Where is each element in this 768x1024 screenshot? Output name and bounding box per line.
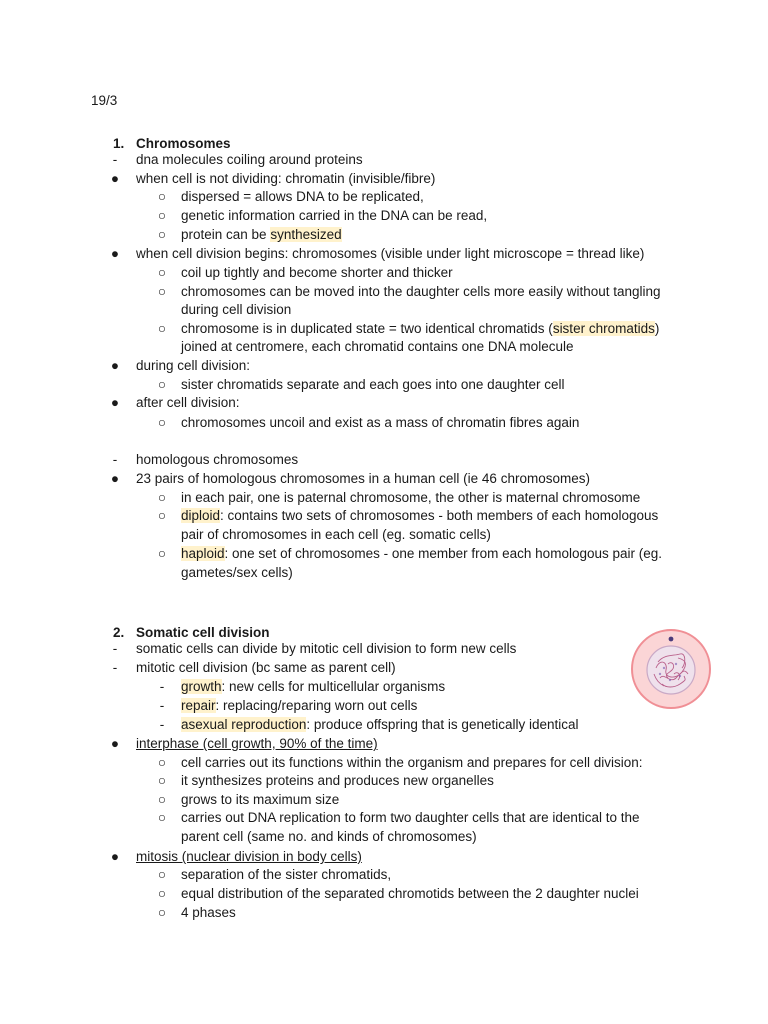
bullet-marker: ● xyxy=(110,736,120,751)
bullet-marker: ● xyxy=(110,849,120,864)
note-line: chromosomes can be moved into the daughter cells more easily without tangling xyxy=(181,284,661,299)
note-line: protein can be synthesized xyxy=(181,227,342,242)
note-line: cell carries out its functions within the organism and prepares for cell division: xyxy=(181,755,643,770)
dash-marker: - xyxy=(112,452,118,467)
circle-marker: ○ xyxy=(157,415,167,430)
note-line: diploid: contains two sets of chromosomes - both members of each homologous xyxy=(181,508,659,523)
note-line: coil up tightly and become shorter and thicker xyxy=(181,265,453,280)
note-line: separation of the sister chromatids, xyxy=(181,867,392,882)
highlighted-term: repair xyxy=(181,698,216,713)
note-line: after cell division: xyxy=(136,395,240,410)
note-line-continuation: pair of chromosomes in each cell (eg. somatic cells) xyxy=(181,527,491,542)
section-2-title: Somatic cell division xyxy=(136,625,270,640)
note-line: when cell is not dividing: chromatin (invisible/fibre) xyxy=(136,171,436,186)
note-line: somatic cells can divide by mitotic cell division to form new cells xyxy=(136,641,517,656)
note-line: chromosomes uncoil and exist as a mass of chromatin fibres again xyxy=(181,415,580,430)
circle-marker: ○ xyxy=(157,189,167,204)
circle-marker: ○ xyxy=(157,905,167,920)
note-line: when cell division begins: chromosomes (visible under light microscope = thread like) xyxy=(136,246,645,261)
note-line: chromosome is in duplicated state = two identical chromatids (sister chromatids) xyxy=(181,321,660,336)
note-line: 23 pairs of homologous chromosomes in a human cell (ie 46 chromosomes) xyxy=(136,471,590,486)
highlighted-term: haploid xyxy=(181,546,225,561)
cell-illustration xyxy=(630,628,712,710)
circle-marker: ○ xyxy=(157,792,167,807)
circle-marker: ○ xyxy=(157,755,167,770)
circle-marker: ○ xyxy=(157,321,167,336)
circle-marker: ○ xyxy=(157,208,167,223)
centrosome xyxy=(669,637,674,642)
note-line: mitotic cell division (bc same as parent cell) xyxy=(136,660,396,675)
note-line: growth: new cells for multicellular organisms xyxy=(181,679,446,694)
circle-marker: ○ xyxy=(157,227,167,242)
circle-marker: ○ xyxy=(157,508,167,523)
date-label: 19/3 xyxy=(91,93,118,108)
circle-marker: ○ xyxy=(157,810,167,825)
note-line: haploid: one set of chromosomes - one member from each homologous pair (eg. xyxy=(181,546,663,561)
dash-marker: - xyxy=(159,698,165,713)
circle-marker: ○ xyxy=(157,867,167,882)
highlighted-term: synthesized xyxy=(270,227,342,242)
circle-marker: ○ xyxy=(157,265,167,280)
circle-marker: ○ xyxy=(157,490,167,505)
circle-marker: ○ xyxy=(157,546,167,561)
dash-marker: - xyxy=(159,679,165,694)
highlighted-term: diploid xyxy=(181,508,221,523)
dash-marker: - xyxy=(112,660,118,675)
note-line: it synthesizes proteins and produces new organelles xyxy=(181,773,494,788)
circle-marker: ○ xyxy=(157,773,167,788)
note-line: mitosis (nuclear division in body cells) xyxy=(136,849,362,864)
note-line: asexual reproduction: produce offspring that is genetically identical xyxy=(181,717,579,732)
bullet-marker: ● xyxy=(110,471,120,486)
section-1-number: 1. xyxy=(113,136,125,151)
highlighted-term: sister chromatids xyxy=(552,321,655,336)
note-line: 4 phases xyxy=(181,905,236,920)
note-line-continuation: during cell division xyxy=(181,302,292,317)
note-line-continuation: parent cell (same no. and kinds of chromosomes) xyxy=(181,829,477,844)
note-line: repair: replacing/reparing worn out cells xyxy=(181,698,418,713)
note-line: grows to its maximum size xyxy=(181,792,340,807)
note-line: interphase (cell growth, 90% of the time) xyxy=(136,736,378,751)
dash-marker: - xyxy=(112,641,118,656)
bullet-marker: ● xyxy=(110,358,120,373)
bullet-marker: ● xyxy=(110,395,120,410)
highlighted-term: growth xyxy=(181,679,222,694)
note-line: during cell division: xyxy=(136,358,251,373)
section-1-title: Chromosomes xyxy=(136,136,231,151)
section-2-number: 2. xyxy=(113,625,125,640)
bullet-marker: ● xyxy=(110,171,120,186)
note-line: in each pair, one is paternal chromosome, the other is maternal chromosome xyxy=(181,490,641,505)
circle-marker: ○ xyxy=(157,886,167,901)
note-line: genetic information carried in the DNA can be read, xyxy=(181,208,488,223)
note-line: homologous chromosomes xyxy=(136,452,299,467)
note-line: dna molecules coiling around proteins xyxy=(136,152,363,167)
note-line-continuation: gametes/sex cells) xyxy=(181,565,293,580)
bullet-marker: ● xyxy=(110,246,120,261)
note-line-continuation: joined at centromere, each chromatid contains one DNA molecule xyxy=(181,339,574,354)
note-line: equal distribution of the separated chromotids between the 2 daughter nuclei xyxy=(181,886,639,901)
dash-marker: - xyxy=(112,152,118,167)
note-line: dispersed = allows DNA to be replicated, xyxy=(181,189,424,204)
highlighted-term: asexual reproduction xyxy=(181,717,307,732)
circle-marker: ○ xyxy=(157,284,167,299)
dash-marker: - xyxy=(159,717,165,732)
circle-marker: ○ xyxy=(157,377,167,392)
note-line: sister chromatids separate and each goes into one daughter cell xyxy=(181,377,565,392)
note-line: carries out DNA replication to form two daughter cells that are identical to the xyxy=(181,810,640,825)
